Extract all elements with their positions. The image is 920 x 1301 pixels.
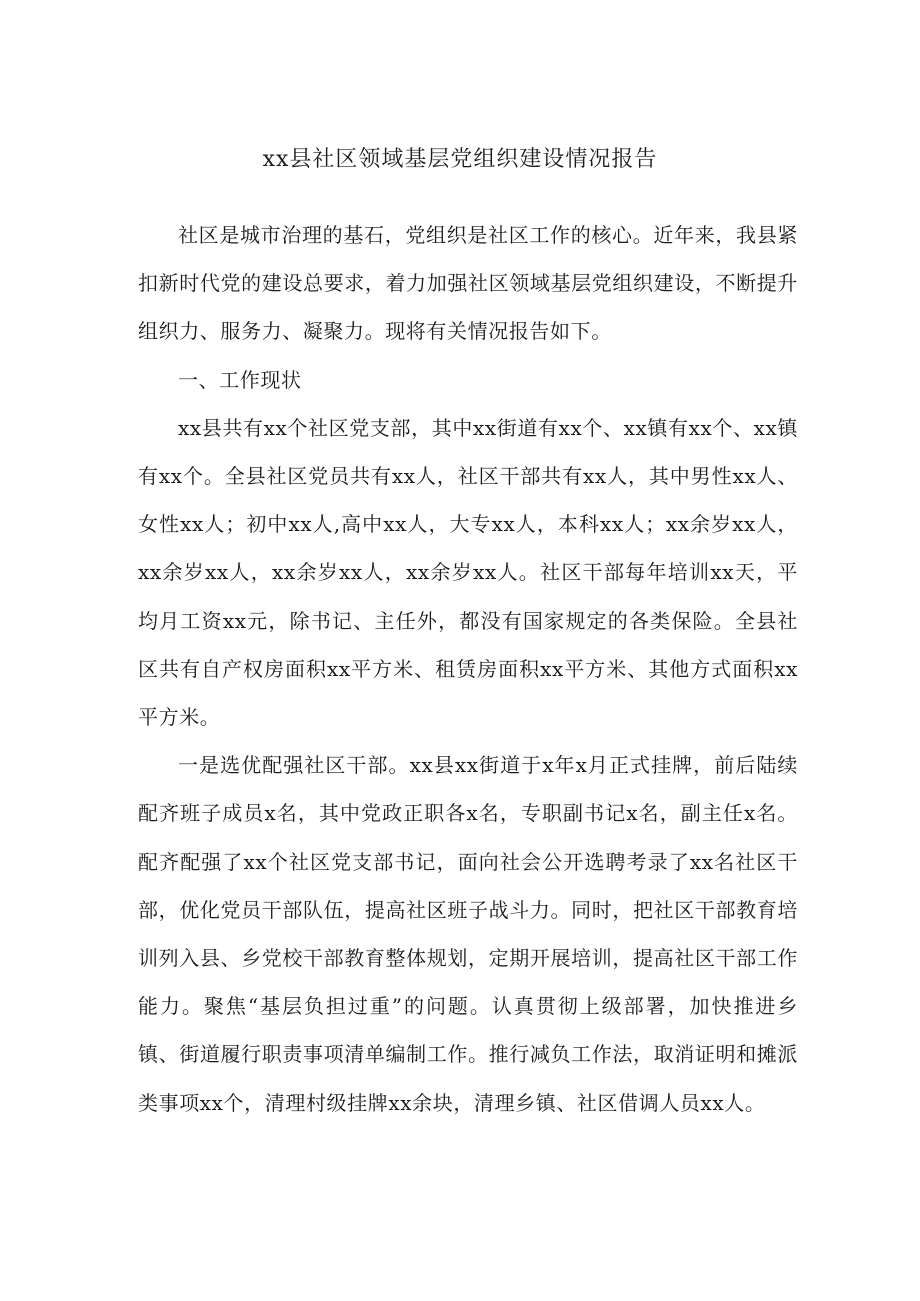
paragraph-intro: 社区是城市治理的基石，党组织是社区工作的核心。近年来，我县紧扣新时代党的建设总要求，着力加强社区领域基层党组织建设，不断提升组织力、服务力、凝聚力。现将有关情况报告如下。	[138, 223, 798, 344]
document-title: xx县社区领域基层党组织建设情况报告	[262, 147, 658, 172]
section-heading-work-status: 一、工作现状	[178, 367, 302, 392]
paragraph-statistics: xx县共有xx个社区党支部，其中xx街道有xx个、xx镇有xx个、xx镇有xx个。全县社区党员共有xx人，社区干部共有xx人，其中男性xx人、女性xx人；初中xx人,高中xx人，大专xx人，本科xx人；xx余岁xx人，xx余岁xx人，xx余岁xx人，xx余岁xx人。社区干部每年培训xx天，平均月工资xx元，除书记、主任外，都没有国家规定的各类保险。全县社区共有自产权房面积xx平方米、租赁房面积xx平方米、其他方式面积xx平方米。	[138, 415, 798, 730]
paragraph-cadre-selection: 一是选优配强社区干部。xx县xx街道于x年x月正式挂牌，前后陆续配齐班子成员x名，其中党政正职各x名，专职副书记x名，副主任x名。配齐配强了xx个社区党支部书记，面向社会公开选聘考录了xx名社区干部，优化党员干部队伍，提高社区班子战斗力。同时，把社区干部教育培训列入县、乡党校干部教育整体规划，定期开展培训，提高社区干部工作能力。聚焦“基层负担过重”的问题。认真贯彻上级部署，加快推进乡镇、街道履行职责事项清单编制工作。推行减负工作法，取消证明和摊派类事项xx个，清理村级挂牌xx余块，清理乡镇、社区借调人员xx人。	[138, 753, 798, 1115]
document-body	[138, 211, 798, 1127]
